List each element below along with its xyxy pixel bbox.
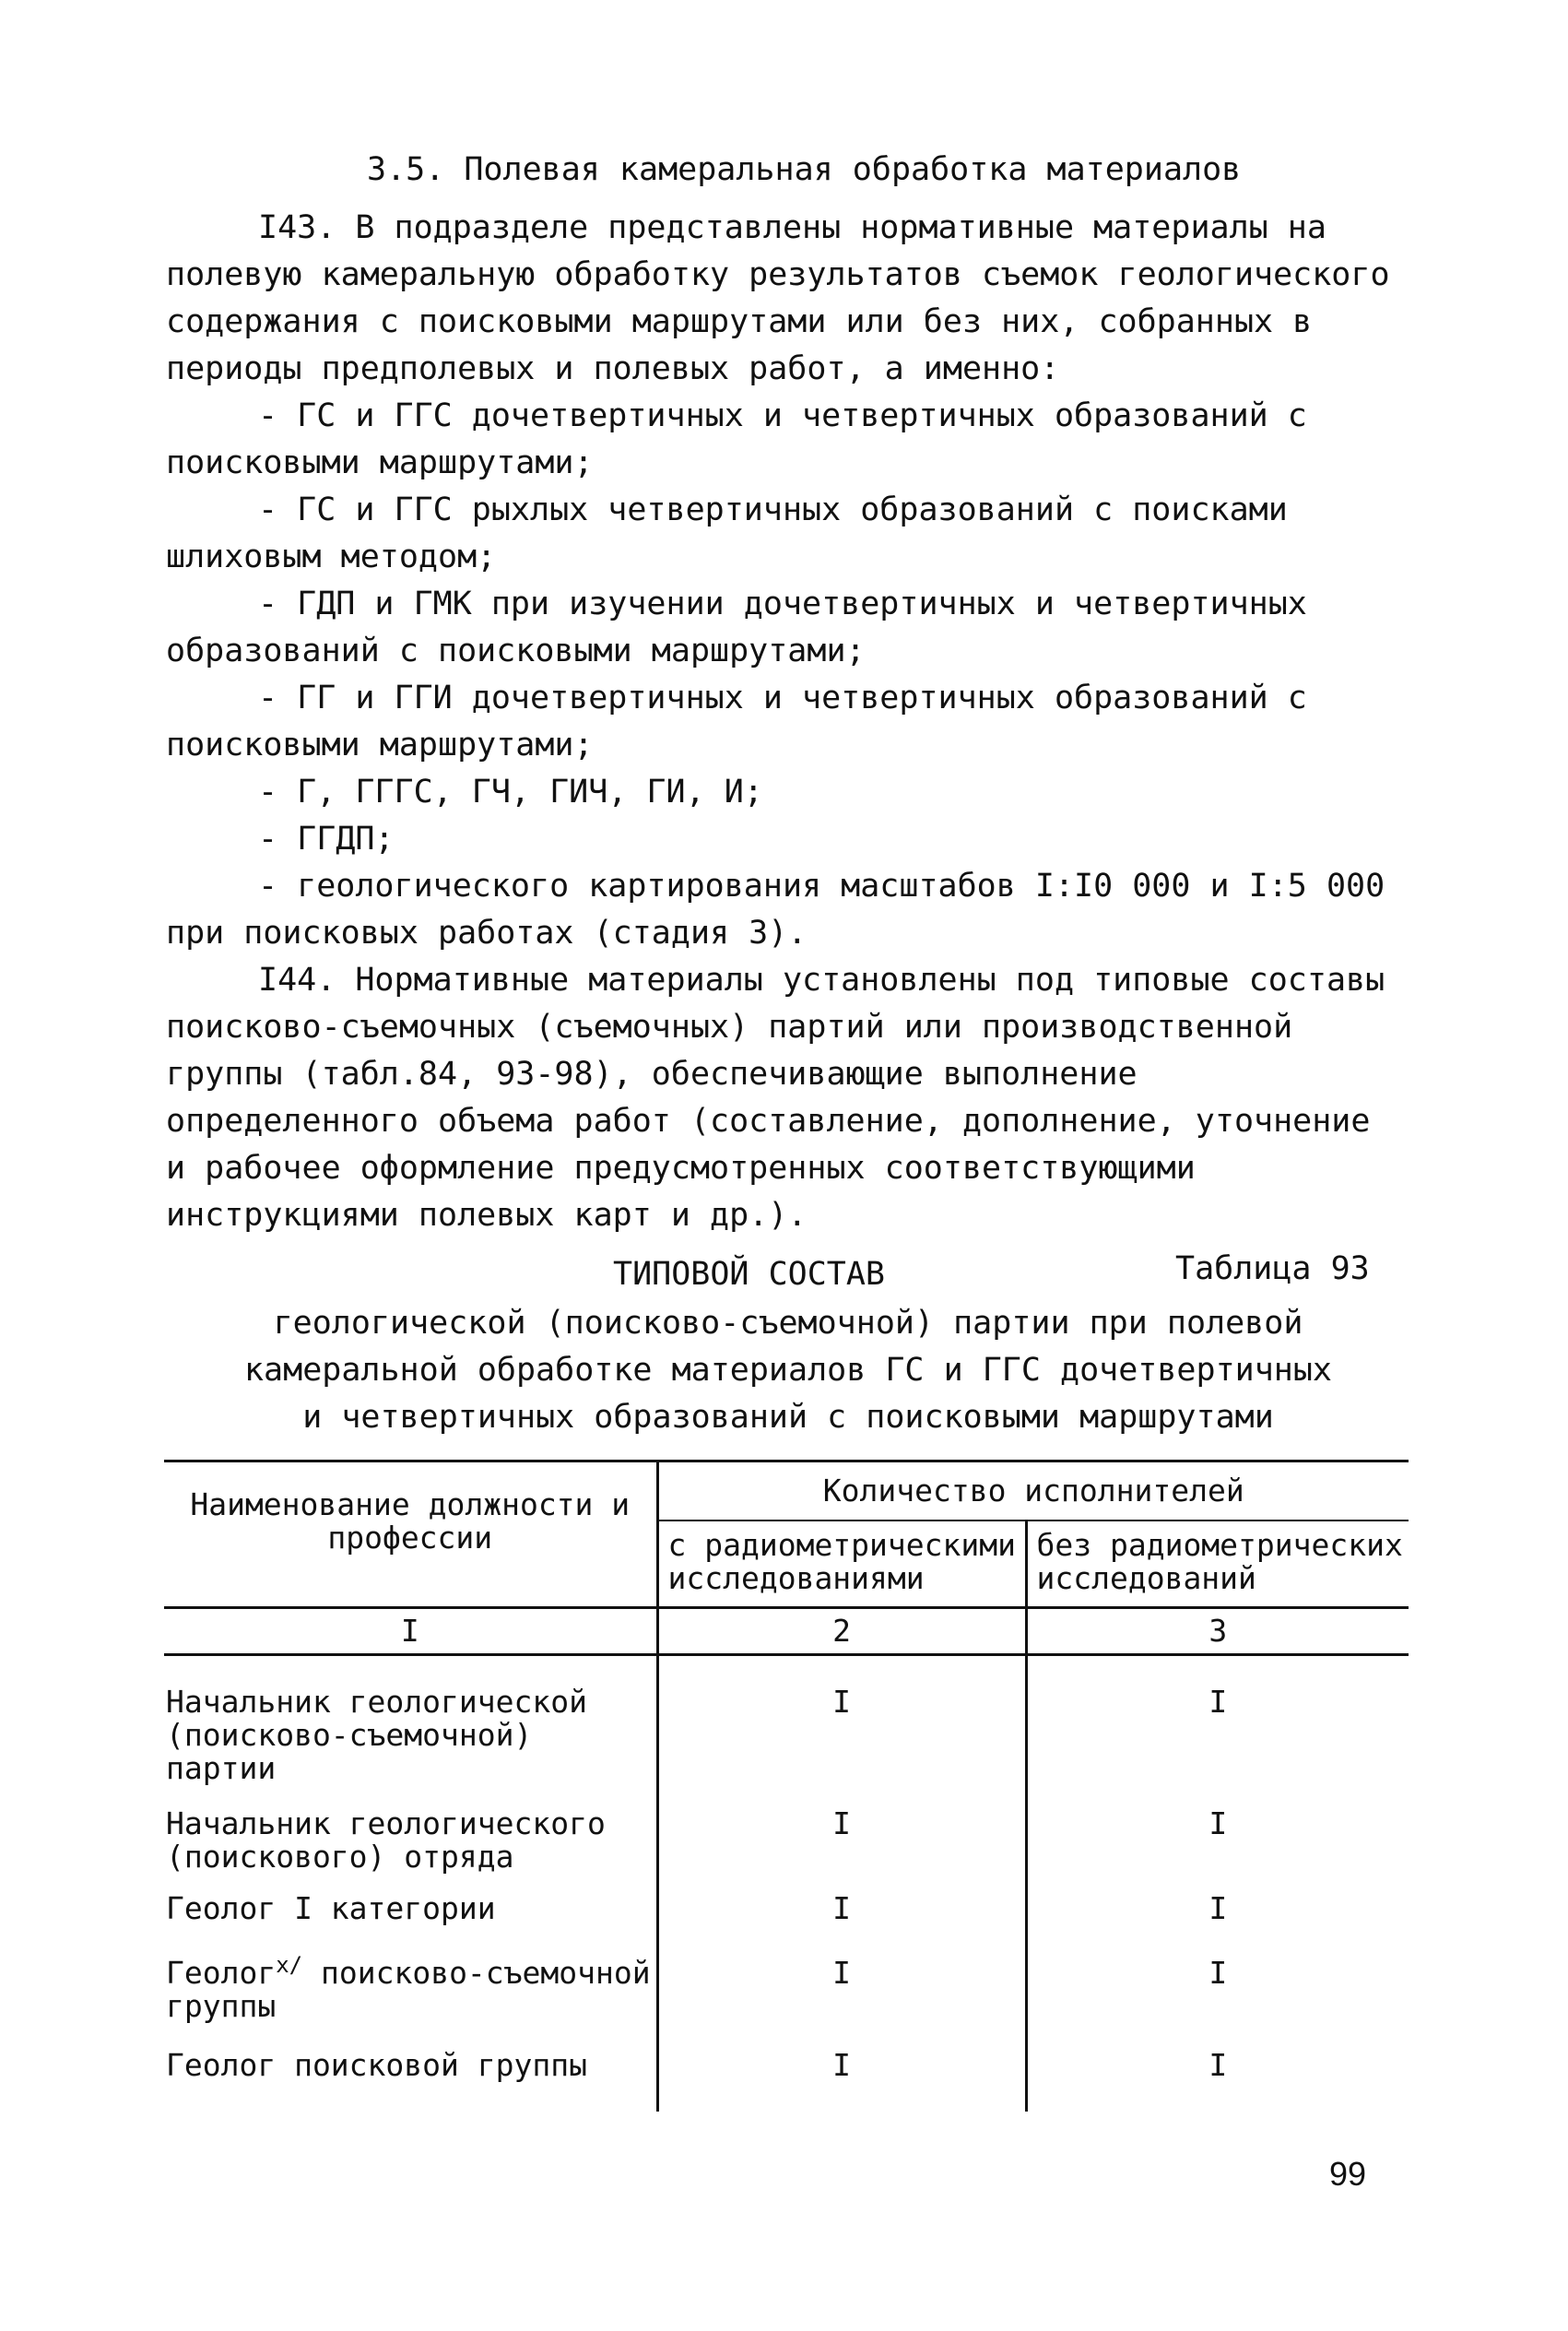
count-with-radiometric: I: [657, 1957, 1026, 2049]
header-without-radiometric: без радиометрических исследований: [1036, 1527, 1403, 1596]
count-without-radiometric: I: [1208, 1805, 1228, 1841]
list-item: - ГДП и ГМК при изучении дочетвертичных и четвертичных образований с поисковыми маршрутами;: [166, 586, 1307, 669]
position-name: Геолог I категории: [164, 1892, 657, 1957]
table-description: [166, 1300, 1410, 1441]
position-name: Геолог поисковой группы: [164, 2049, 657, 2112]
list-item: - ГС и ГГС рыхлых четвертичных образований с поисками шлиховым методом;: [166, 491, 1288, 575]
list-item: - геологического картирования масштабов I:I0 000 и I:5 000 при поисковых работах (стадия 3).: [166, 868, 1385, 952]
count-with-radiometric: I: [657, 1892, 1026, 1957]
table-row: [164, 1655, 1409, 1808]
count-without-radiometric: I: [1208, 1684, 1228, 1720]
position-name: Начальник геологического (поискового) отряда: [164, 1807, 657, 1892]
table-row: [164, 2049, 1409, 2112]
count-without-radiometric: I: [1208, 2047, 1228, 2083]
position-name: Начальник геологической (поисково-съемочной) партии: [164, 1655, 657, 1808]
list-item: - ГГ и ГГИ дочетвертичных и четвертичных образований с поисковыми маршрутами;: [166, 680, 1307, 763]
table-row: [164, 1957, 1409, 2049]
position-name: [164, 1952, 657, 2049]
paragraph-144: I44. Нормативные материалы установлены под типовые составы поисково-съемочных (съемочных) партий или производственной группы (табл.84, 93-98), обеспечивающие выполнение определенного объема работ (составление, дополнение, уточнение и рабочее оформление предусмотренных соответствующими инструкциями полевых карт и др.).: [166, 962, 1385, 1234]
table-description-line: и четвертичных образований с поисковыми маршрутами: [302, 1399, 1274, 1436]
header-with-radiometric: с радиометрическими исследованиями: [657, 1520, 1026, 1608]
footnote-marker: x/: [276, 1952, 303, 1978]
list-item: - ГГДП;: [258, 821, 395, 858]
section-heading: 3.5. Полевая камеральная обработка материалов: [367, 151, 1242, 188]
table-row: [164, 1892, 1409, 1957]
paragraph-143: I43. В подразделе представлены нормативные материалы на полевую камеральную обработку результатов съемок геологического содержания с поисковыми маршрутами или без них, собранных в периоды предполевых и полевых работ, а именно:: [166, 209, 1390, 387]
count-without-radiometric: I: [1208, 1955, 1228, 1991]
table-row: [164, 1807, 1409, 1892]
count-without-radiometric: I: [1208, 1890, 1228, 1926]
count-with-radiometric: I: [657, 1807, 1026, 1892]
count-with-radiometric: I: [657, 2049, 1026, 2112]
table-description-line: геологической (поисково-съемочной) партии при полевой: [273, 1305, 1303, 1342]
position-name-main: Геолог: [166, 1955, 277, 1991]
header-executor-count: Количество исполнителей: [657, 1461, 1409, 1521]
table-title: ТИПОВОЙ СОСТАВ: [613, 1256, 886, 1293]
table-description-line: камеральной обработке материалов ГС и ГГС дочетвертичных: [243, 1352, 1333, 1389]
table-number: Таблица 93: [1175, 1250, 1370, 1287]
body-text: [166, 205, 1392, 1239]
list-item: - ГС и ГГС дочетвертичных и четвертичных образований с поисковыми маршрутами;: [166, 397, 1307, 481]
column-number: 3: [1026, 1608, 1409, 1655]
page-number: 99: [1329, 2155, 1367, 2193]
column-number: 2: [657, 1608, 1026, 1655]
list-item: - Г, ГГГС, ГЧ, ГИЧ, ГИ, И;: [258, 774, 763, 811]
staff-table: [164, 1460, 1409, 2112]
column-number: I: [164, 1608, 657, 1655]
count-with-radiometric: I: [657, 1655, 1026, 1808]
header-position-name: Наименование должности и профессии: [164, 1461, 657, 1608]
position-name-rest: поисково-съемочной группы: [166, 1955, 651, 2024]
